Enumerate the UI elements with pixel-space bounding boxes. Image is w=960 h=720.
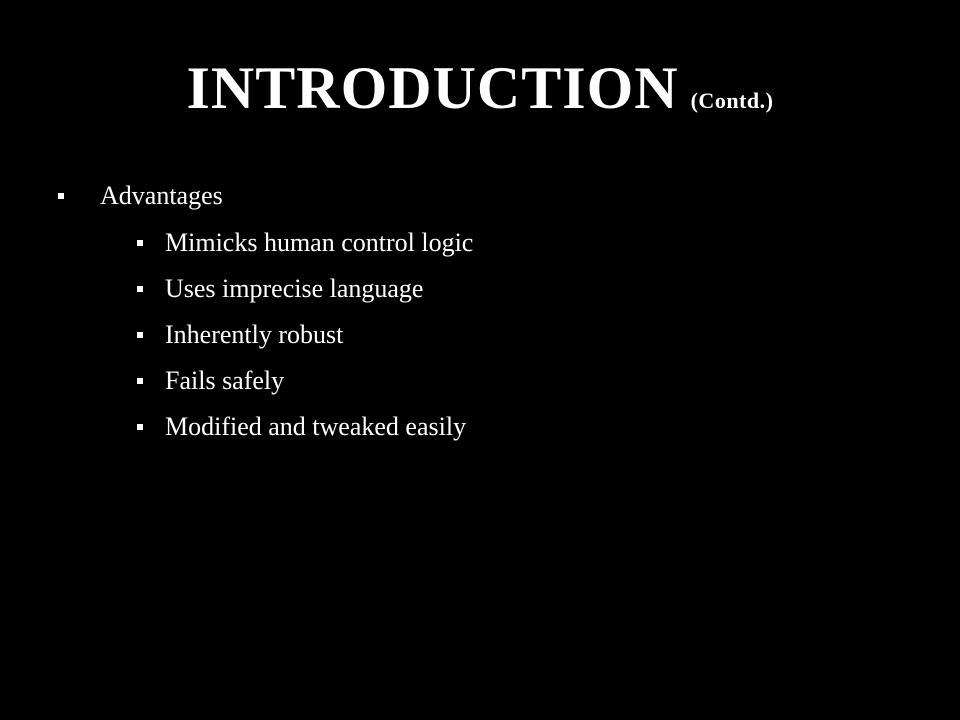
slide-title-suffix: (Contd.) — [690, 88, 774, 113]
sub-bullet-list — [137, 220, 473, 450]
sub-list-item — [137, 312, 473, 358]
sub-list-item-label: Inherently robust — [165, 320, 344, 349]
slide-title-main: INTRODUCTION — [186, 55, 679, 121]
sub-list-item-label: Modified and tweaked easily — [165, 412, 467, 441]
list-item-label: Advantages — [100, 181, 223, 210]
square-bullet-icon — [137, 378, 143, 384]
square-bullet-icon — [137, 240, 143, 246]
square-bullet-icon — [137, 424, 143, 430]
sub-list-item-label: Fails safely — [165, 366, 285, 395]
square-bullet-icon — [137, 286, 143, 292]
square-bullet-icon — [137, 332, 143, 338]
sub-list-item — [137, 220, 473, 266]
square-bullet-icon — [58, 193, 64, 199]
list-item-advantages — [58, 176, 223, 216]
sub-list-item — [137, 404, 473, 450]
slide-title — [0, 55, 960, 121]
sub-list-item-label: Mimicks human control logic — [165, 228, 474, 257]
sub-list-item — [137, 358, 473, 404]
bullet-list — [58, 176, 223, 216]
sub-list-item — [137, 266, 473, 312]
sub-list-item-label: Uses imprecise language — [165, 274, 424, 303]
